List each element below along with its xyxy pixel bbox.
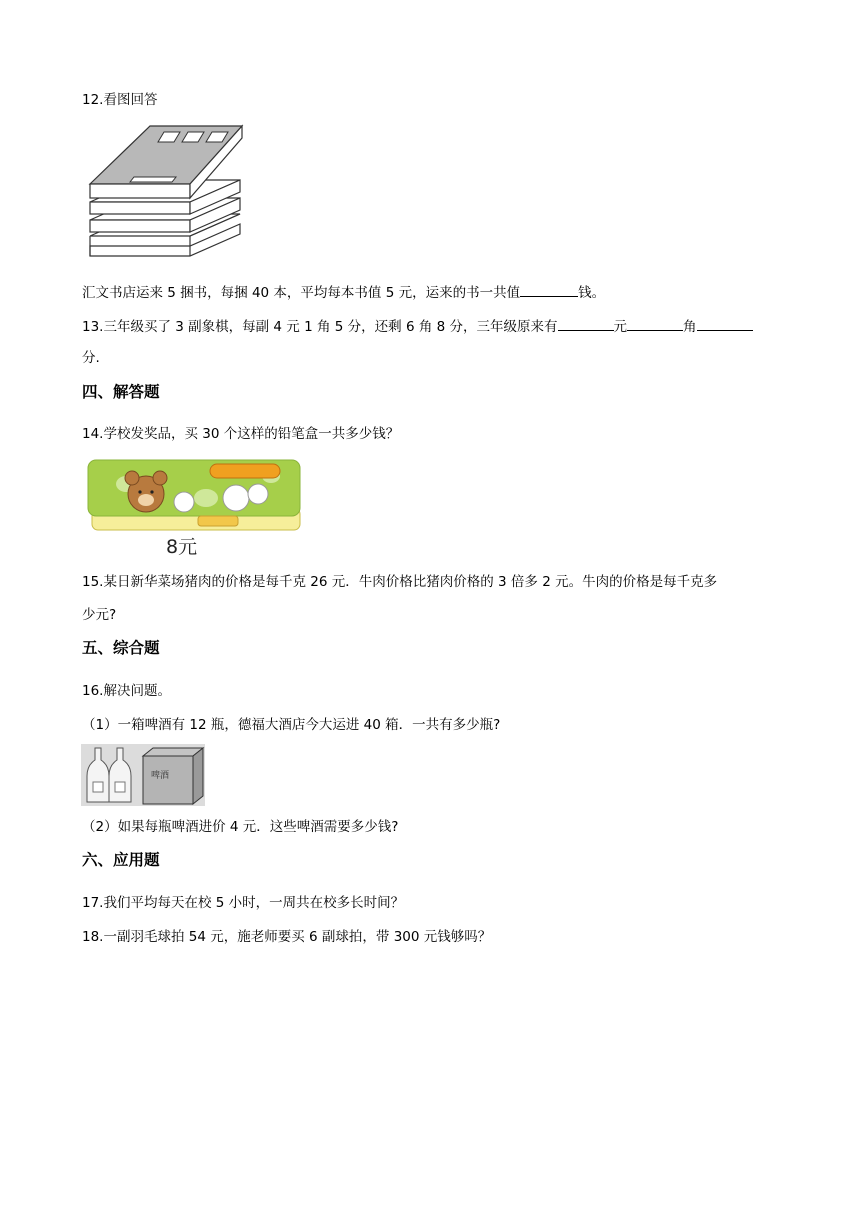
q15-question-line1: 15.某日新华菜场猪肉的价格是每千克 26 元．牛肉价格比猪肉价格的 3 倍多 2 元。牛肉的价格是每千克多: [82, 574, 718, 590]
pencil-case-price: 8元: [166, 536, 198, 558]
q16-title: 16.解决问题。: [82, 683, 171, 699]
q12-question: [82, 282, 605, 303]
q16-part1: （1）一箱啤酒有 12 瓶，德福大酒店今大运进 40 箱．一共有多少瓶?: [82, 717, 501, 733]
q12-answer-blank[interactable]: [520, 282, 578, 297]
q15-question-line2: 少元?: [82, 607, 117, 623]
section4-title: 四、解答题: [82, 383, 160, 401]
q16-part2: （2）如果每瓶啤酒进价 4 元．这些啤酒需要多少钱?: [82, 819, 399, 835]
q13-unit-jiao: 角: [683, 319, 697, 335]
q18-question: 18.一副羽毛球拍 54 元，施老师要买 6 副球拍，带 300 元钱够吗？: [82, 929, 492, 945]
q13-text: 13.三年级买了 3 副象棋，每副 4 元 1 角 5 分，还剩 6 角 8 分，三年级原来有: [82, 319, 558, 335]
q17-question: 17.我们平均每天在校 5 小时，一周共在校多长时间？: [82, 895, 405, 911]
book-stack-illustration: [86, 122, 246, 262]
q13-yuan-blank[interactable]: [558, 316, 614, 331]
q13-unit-fen: 分.: [82, 350, 100, 366]
pencil-case-illustration: [86, 458, 304, 536]
crate-label: 啤酒: [151, 771, 170, 781]
q13-question: [82, 316, 753, 337]
beer-bottles-and-crate: [81, 744, 205, 806]
q12-title: 12.看图回答: [82, 92, 158, 108]
q14-question: 14.学校发奖品，买 30 个这样的铅笔盒一共多少钱？: [82, 426, 400, 442]
q13-jiao-blank[interactable]: [627, 316, 683, 331]
q13-fen-blank[interactable]: [697, 316, 753, 331]
pencil-case-figure: [86, 458, 304, 560]
beer-figure: [81, 744, 205, 806]
q12-text: 汇文书店运来 5 捆书，每捆 40 本，平均每本书值 5 元，运来的书一共值: [82, 285, 521, 301]
book-stack-figure: [86, 122, 246, 262]
section5-title: 五、综合题: [82, 639, 160, 657]
q13-unit-yuan: 元: [613, 319, 627, 335]
q12-text-end: 钱。: [578, 285, 606, 301]
section6-title: 六、应用题: [82, 851, 160, 869]
